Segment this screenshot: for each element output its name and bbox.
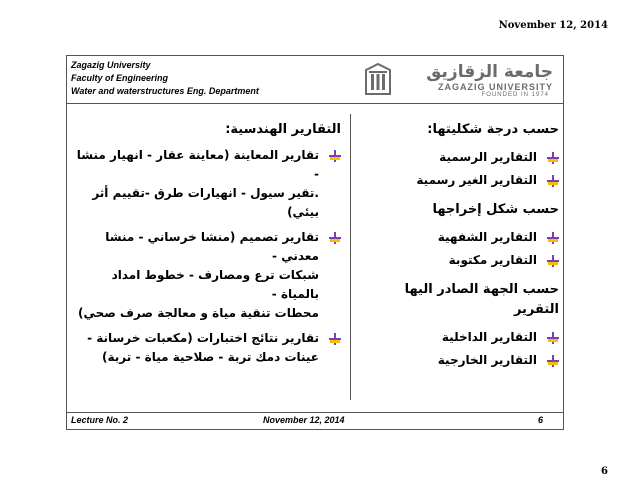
footer-slide-number: 6 xyxy=(537,415,543,425)
item-text: التقارير الخارجية xyxy=(437,353,537,367)
item-text: التقارير الداخلية xyxy=(441,330,537,344)
slide xyxy=(66,55,564,430)
group-heading: حسب شكل إخراجها xyxy=(432,202,559,217)
item-text: التقارير مكتوبة xyxy=(448,253,537,267)
plus-bullet-icon xyxy=(547,152,559,164)
group-heading: حسب درجة شكليتها: xyxy=(427,122,559,137)
item-continuation: .تقير سيول - انهيارات طرق -تقييم أثر بيئي) xyxy=(92,186,319,219)
page-number: 6 xyxy=(601,466,608,477)
list-item xyxy=(73,228,341,266)
right-column xyxy=(363,120,559,370)
plus-bullet-icon xyxy=(547,332,559,344)
list-item xyxy=(73,329,341,348)
item-text: التقارير الغير رسمية xyxy=(416,173,537,187)
plus-bullet-icon xyxy=(547,232,559,244)
plus-bullet-icon xyxy=(329,232,341,244)
list-item xyxy=(363,328,559,347)
slide-footer xyxy=(67,412,563,429)
column-divider xyxy=(350,114,351,400)
list-item xyxy=(363,148,559,167)
item-continuation: عينات دمك تربة - صلاحية مياة - تربة) xyxy=(102,350,319,364)
logo-founded: FOUNDED IN 1974 xyxy=(481,92,549,98)
list-item xyxy=(363,251,559,270)
slide-header xyxy=(67,56,563,104)
item-text: تقارير المعاينة (معاينة عقار - انهيار منشا - xyxy=(76,148,319,181)
plus-bullet-icon xyxy=(547,255,559,267)
group-heading: حسب الجهة الصادر اليها التقرير xyxy=(404,282,559,317)
plus-bullet-icon xyxy=(547,355,559,367)
university-name: Zagazig University xyxy=(71,60,151,70)
left-column xyxy=(73,120,341,367)
faculty-name: Faculty of Engineering xyxy=(71,73,169,83)
logo-arabic: جامعة الزقازيق xyxy=(426,62,553,82)
list-item xyxy=(363,228,559,247)
item-continuation: شبكات ترع ومصارف - خطوط امداد بالمياة - xyxy=(111,268,319,301)
logo-english: ZAGAZIG UNIVERSITY xyxy=(437,82,553,92)
university-seal-icon xyxy=(363,62,393,96)
footer-date: November 12, 2014 xyxy=(263,415,345,425)
list-item xyxy=(73,146,341,184)
list-item xyxy=(363,351,559,370)
item-text: تقارير نتائج اختبارات (مكعبات خرسانة - xyxy=(87,331,319,345)
item-continuation: محطات تنقية مياة و معالجة صرف صحي) xyxy=(77,306,319,320)
department-name: Water and waterstructures Eng. Department xyxy=(71,86,259,96)
footer-lecture: Lecture No. 2 xyxy=(71,415,129,425)
plus-bullet-icon xyxy=(329,333,341,345)
item-text: التقارير الشفهية xyxy=(437,230,537,244)
date-top: November 12, 2014 xyxy=(498,20,608,31)
list-item xyxy=(363,171,559,190)
item-text: تقارير تصميم (منشا خرساني - منشا معدني - xyxy=(105,230,319,263)
item-text: التقارير الرسمية xyxy=(439,150,537,164)
left-heading: التقارير الهندسية: xyxy=(225,122,341,137)
header-text xyxy=(71,59,259,98)
plus-bullet-icon xyxy=(329,150,341,162)
university-logo xyxy=(363,62,553,98)
plus-bullet-icon xyxy=(547,175,559,187)
